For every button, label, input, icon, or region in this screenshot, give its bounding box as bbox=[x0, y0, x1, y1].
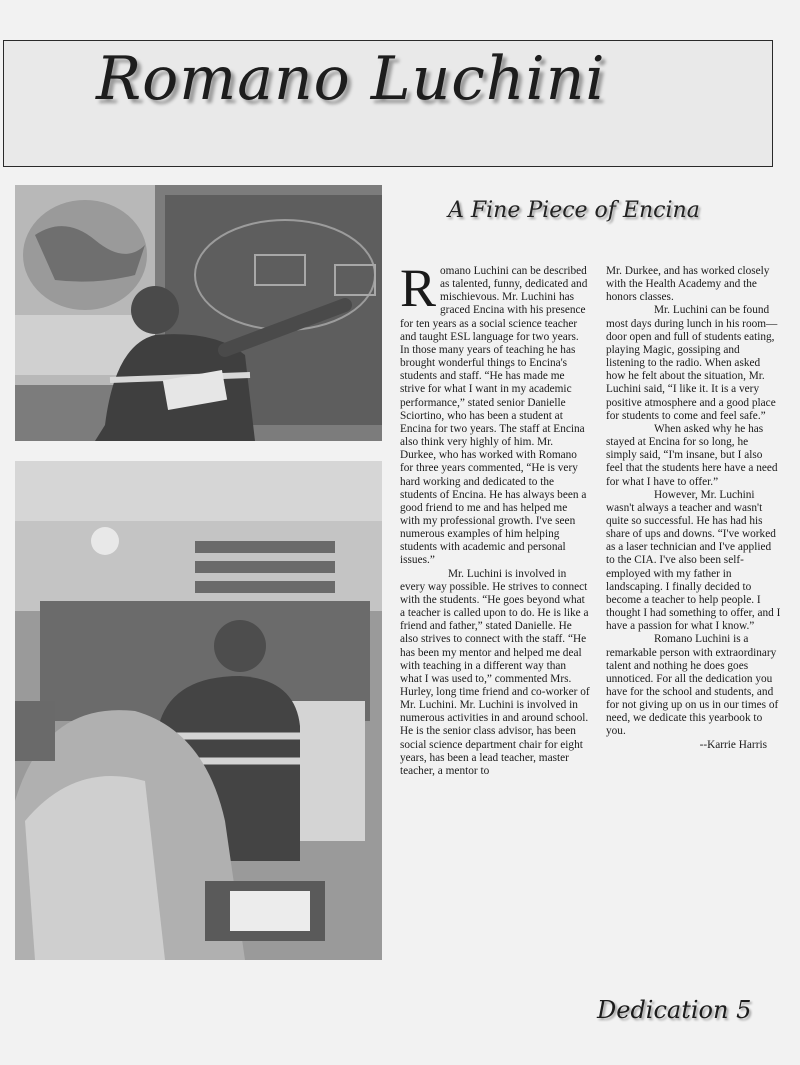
article-paragraph: When asked why he has stayed at Encina for so long, he simply said, “I'm insane, but I also feel that the students here have a need for what I have to offer.” bbox=[606, 422, 778, 488]
author-signature: --Karrie Harris bbox=[699, 738, 767, 751]
page-footer-label: Dedication 5 bbox=[597, 996, 752, 1024]
article-subtitle: A Fine Piece of Encina bbox=[448, 198, 700, 223]
article-column-2 bbox=[606, 265, 781, 752]
article-paragraph: Romano Luchini is a remarkable person with extraordinary talent and nothing he does goes unnoticed. For all the dedication you have for the school and students, and for not giving up on us in our times of need, we dedicate this yearbook to you. bbox=[606, 633, 779, 738]
article-column-1 bbox=[400, 258, 590, 778]
article-paragraph: Mr. Durkee, and has worked closely with the Health Academy and the honors classes. bbox=[606, 265, 770, 304]
article-paragraph bbox=[400, 258, 590, 568]
page-title: Romano Luchini bbox=[96, 44, 606, 114]
paragraph-text: omano Luchini can be described as talented, funny, dedicated and mischievous. Mr. Luchini has graced Encina with his presence for ten years as a social science teacher and taught ESL language for two years. In those many years of teaching he has brought wonderful things to Encina's students and staff. “He has made me strive for what I want in my academic performance,” stated senior Danielle Sciortino, who has been a student at Encina for two years. The staff at Encina also think very highly of him. Mr. Durkee, who has worked with Romano for three years commented, “He is very hard working and dedicated to the students of Encina. He has always been a good friend to me and has helped me with my professional growth. I've seen numerous examples of him helping students with academic and personal issues.” bbox=[400, 265, 588, 567]
article-paragraph: Mr. Luchini is involved in every way possible. He strives to connect with the students. “He goes beyond what a teacher is called upon to do. He is like a friend and father,” stated Danielle. He also strives to connect with the staff. “He has been my mentor and helped me deal with teaching in a different way than what I was used to,” commented Mrs. Hurley, long time friend and co-worker of Mr. Luchini. Mr. Luchini is involved in numerous activities in and around school. He is the senior class advisor, has been social science department chair for eight years, has been a lead teacher, master teacher, a mentor to bbox=[400, 567, 590, 777]
article-paragraph: Mr. Luchini can be found most days during lunch in his room—door open and full of students eating, playing Magic, gossiping and listening to the radio. When asked how he felt about the situation, Mr. Luchini said, “I like it. It is a very positive atmosphere and a good place for students to come and feel safe.” bbox=[606, 304, 778, 422]
photo-teacher-with-student bbox=[15, 461, 382, 960]
photo-teacher-at-chalkboard bbox=[15, 185, 382, 441]
drop-cap: R bbox=[400, 258, 437, 318]
article-paragraph: However, Mr. Luchini wasn't always a teacher and wasn't quite so successful. He has had his share of ups and downs. “I've worked as a laser technician and I've applied to the CIA. I've also been self-employed with my father in landscaping. I finally decided to become a teacher to help people. I thought I had something to offer, and I have a passion for what I know.” bbox=[606, 488, 781, 633]
